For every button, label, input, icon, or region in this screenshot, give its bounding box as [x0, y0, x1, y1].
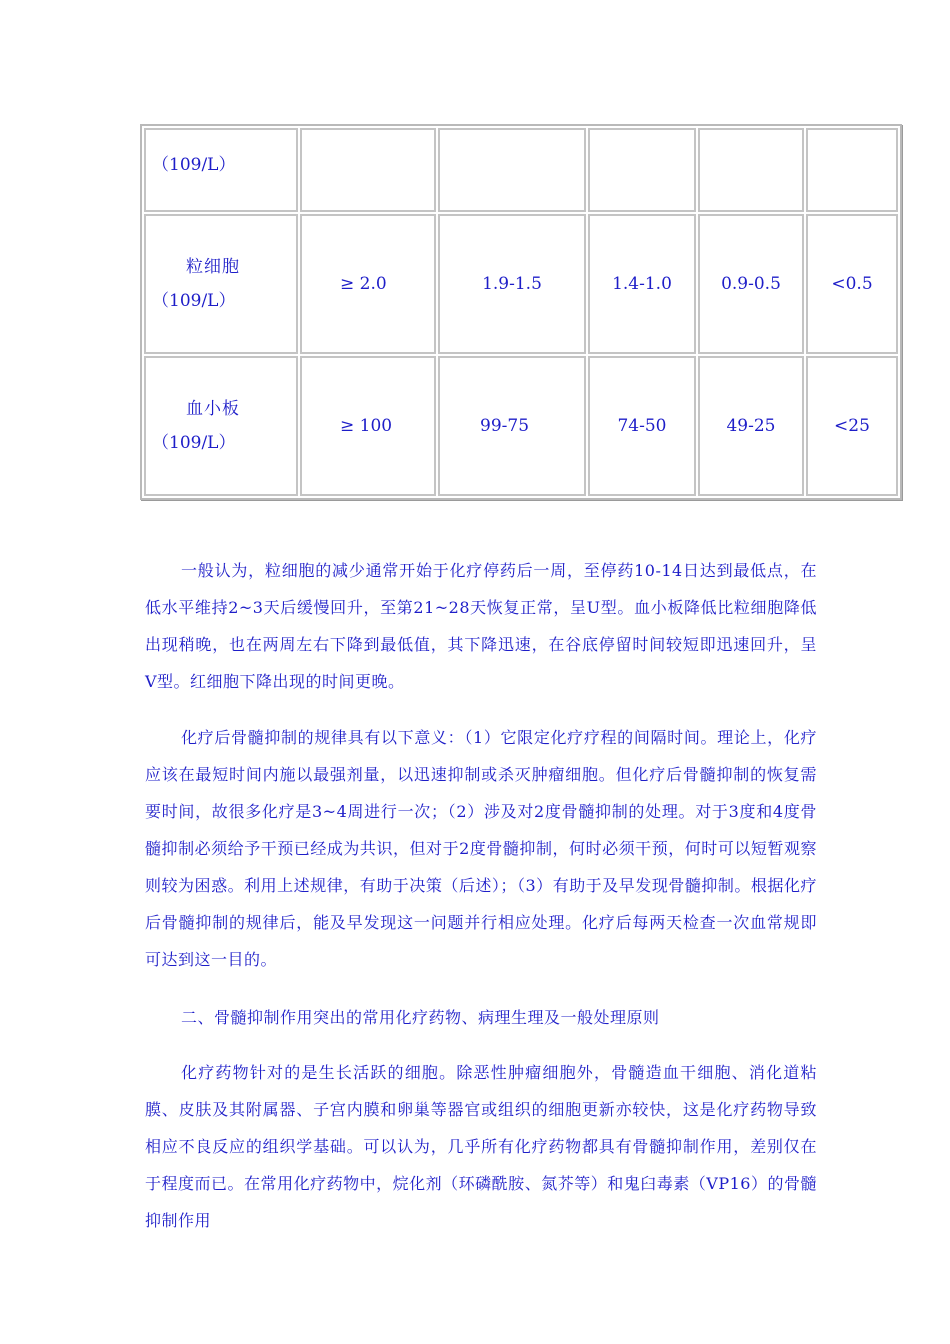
table-row: [144, 128, 898, 212]
grade-1-cell: 99-75: [438, 356, 586, 496]
grade-1-cell: [438, 128, 586, 212]
row-label-cell: [144, 128, 298, 212]
grade-1-cell: 1.9-1.5: [438, 214, 586, 354]
paragraph-significance: 化疗后骨髓抑制的规律具有以下意义：（1）它限定化疗疗程的间隔时间。理论上，化疗应该在最短时间内施以最强剂量，以迅速抑制或杀灭肿瘤细胞。但化疗后骨髓抑制的恢复需要时间，故很多化疗是3~4周进行一次；（2）涉及对2度骨髓抑制的处理。对于3度和4度骨髓抑制必须给予干预已经成为共识，但对于2度骨髓抑制，何时必须干预，何时可以短暂观察则较为困惑。利用上述规律，有助于决策（后述）；（3）有助于及早发现骨髓抑制。根据化疗后骨髓抑制的规律后，能及早发现这一问题并行相应处理。化疗后每两天检查一次血常规即可达到这一目的。: [145, 728, 817, 969]
row-label: 粒细胞: [186, 257, 240, 277]
grade-3-cell: 49-25: [698, 356, 804, 496]
grade-3-cell: 0.9-0.5: [698, 214, 804, 354]
grade-3-cell: [698, 128, 804, 212]
unit-label: （109/L）: [152, 291, 236, 311]
grade-2-cell: 1.4-1.0: [588, 214, 696, 354]
bone-marrow-suppression-table: [140, 124, 902, 500]
table-row: [144, 214, 898, 354]
grade-0-cell: ≥ 100: [300, 356, 436, 496]
row-label: 血小板: [186, 399, 240, 419]
grade-4-cell: [806, 128, 898, 212]
grade-2-cell: 74-50: [588, 356, 696, 496]
grade-0-cell: [300, 128, 436, 212]
grade-0-cell: ≥ 2.0: [300, 214, 436, 354]
unit-label: （109/L）: [152, 433, 236, 453]
grade-4-cell: <0.5: [806, 214, 898, 354]
paragraph-neutrophil-pattern: 一般认为，粒细胞的减少通常开始于化疗停药后一周，至停药10-14日达到最低点，在低水平维持2~3天后缓慢回升，至第21~28天恢复正常，呈U型。血小板降低比粒细胞降低出现稍晚，也在两周左右下降到最低值，其下降迅速，在谷底停留时间较短即迅速回升，呈V型。红细胞下降出现的时间更晚。: [145, 561, 817, 691]
grade-2-cell: [588, 128, 696, 212]
grade-4-cell: <25: [806, 356, 898, 496]
table-row: [144, 356, 898, 496]
paragraph-chemo-drugs: 化疗药物针对的是生长活跃的细胞。除恶性肿瘤细胞外，骨髓造血干细胞、消化道粘膜、皮肤及其附属器、子宫内膜和卵巢等器官或组织的细胞更新亦较快，这是化疗药物导致相应不良反应的组织学基础。可以认为，几乎所有化疗药物都具有骨髓抑制作用，差别仅在于程度而已。在常用化疗药物中，烷化剂（环磷酰胺、氮芥等）和鬼臼毒素（VP16）的骨髓抑制作用: [145, 1063, 817, 1230]
unit-label: （109/L）: [152, 155, 236, 175]
section-heading: 二、骨髓抑制作用突出的常用化疗药物、病理生理及一般处理原则: [181, 1008, 660, 1027]
row-label-cell: [144, 214, 298, 354]
row-label-cell: [144, 356, 298, 496]
